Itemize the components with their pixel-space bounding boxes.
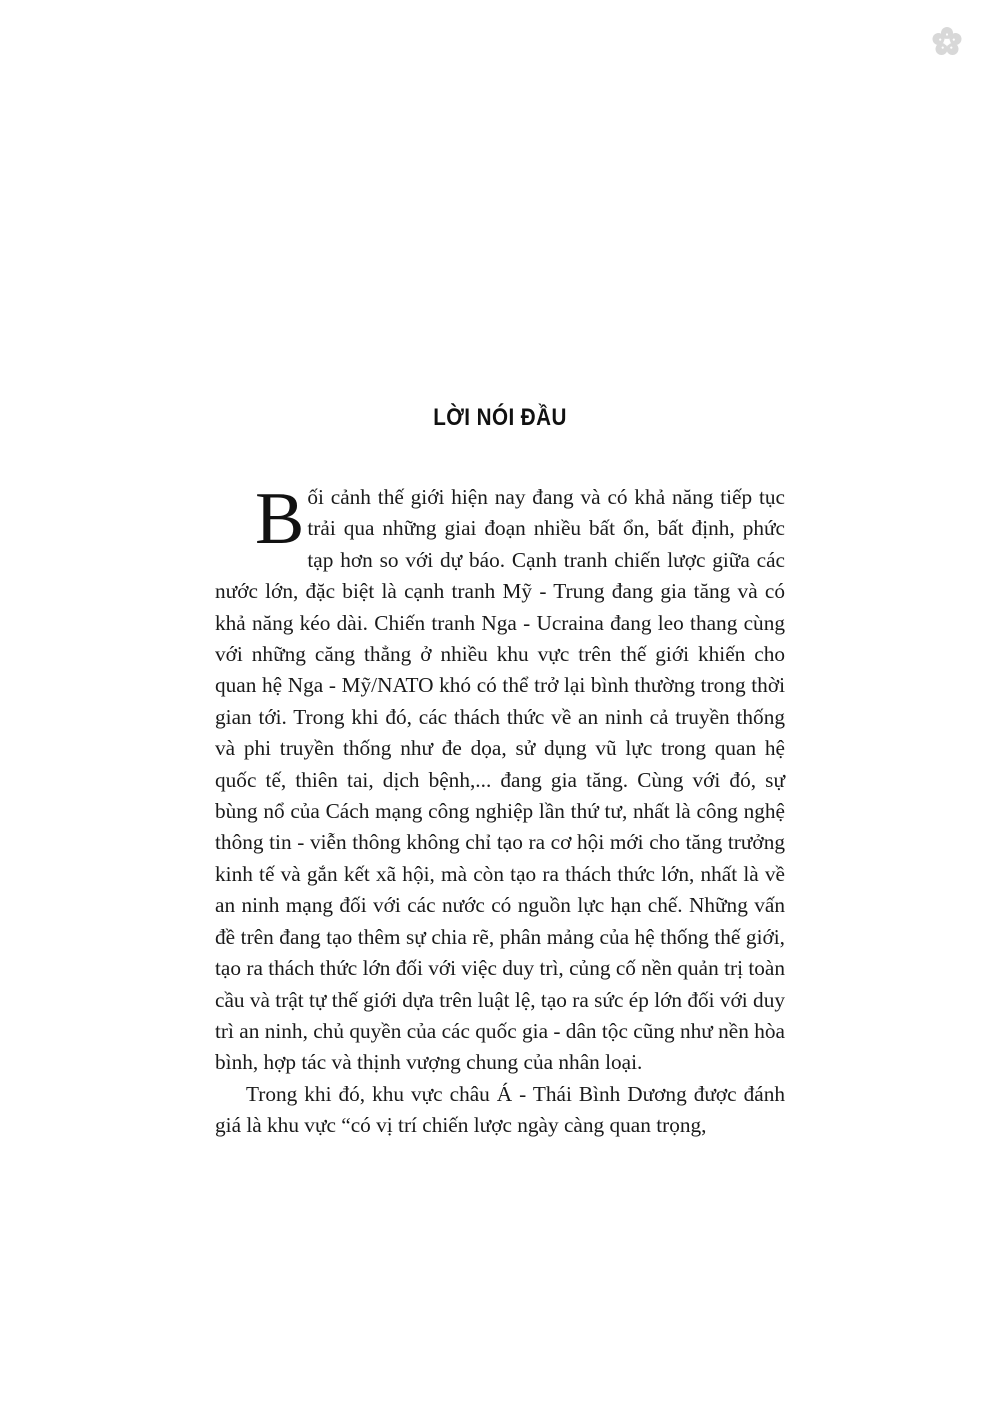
page-title: LỜI NÓI ĐẦU <box>433 404 567 432</box>
paragraph-intro <box>215 478 785 1079</box>
paragraph-intro-text: ối cảnh thế giới hiện nay đang và có khả năng tiếp tục trải qua những giai đoạn nhiều bất ổn, bất định, phức tạp hơn so với dự báo. Cạnh tranh chiến lược giữa các nước lớn, đặc biệt là cạnh tranh Mỹ - Trung đang gia tăng và có khả năng kéo dài. Chiến tranh Nga - Ucraina đang leo thang cùng với những căng thẳng ở nhiều khu vực trên thế giới khiến cho quan hệ Nga - Mỹ/NATO khó có thể trở lại bình thường trong thời gian tới. Trong khi đó, các thách thức về an ninh cả truyền thống và phi truyền thống như đe dọa, sử dụng vũ lực trong quan hệ quốc tế, thiên tai, dịch bệnh,... đang gia tăng. Cùng với đó, sự bùng nổ của Cách mạng công nghiệp lần thứ tư, nhất là công nghệ thông tin - viễn thông không chỉ tạo ra cơ hội mới cho tăng trưởng kinh tế và gắn kết xã hội, mà còn tạo ra thách thức lớn, nhất là về an ninh mạng đối với các nước có nguồn lực hạn chế. Những vấn đề trên đang tạo thêm sự chia rẽ, phân mảng của hệ thống thế giới, tạo ra thách thức lớn đối với việc duy trì, củng cố nền quản trị toàn cầu và trật tự thế giới dựa trên luật lệ, tạo ra sức ép lớn đối với duy trì an ninh, chủ quyền của các quốc gia - dân tộc cũng như nền hòa bình, hợp tác và thịnh vượng chung của nhân loại. <box>215 485 785 1075</box>
paragraph-second: Trong khi đó, khu vực châu Á - Thái Bình Dương được đánh giá là khu vực “có vị trí chiến lược ngày càng quan trọng, <box>215 1081 785 1138</box>
flower-icon <box>931 26 963 58</box>
drop-cap: B <box>255 478 305 560</box>
body-text <box>215 478 785 1142</box>
